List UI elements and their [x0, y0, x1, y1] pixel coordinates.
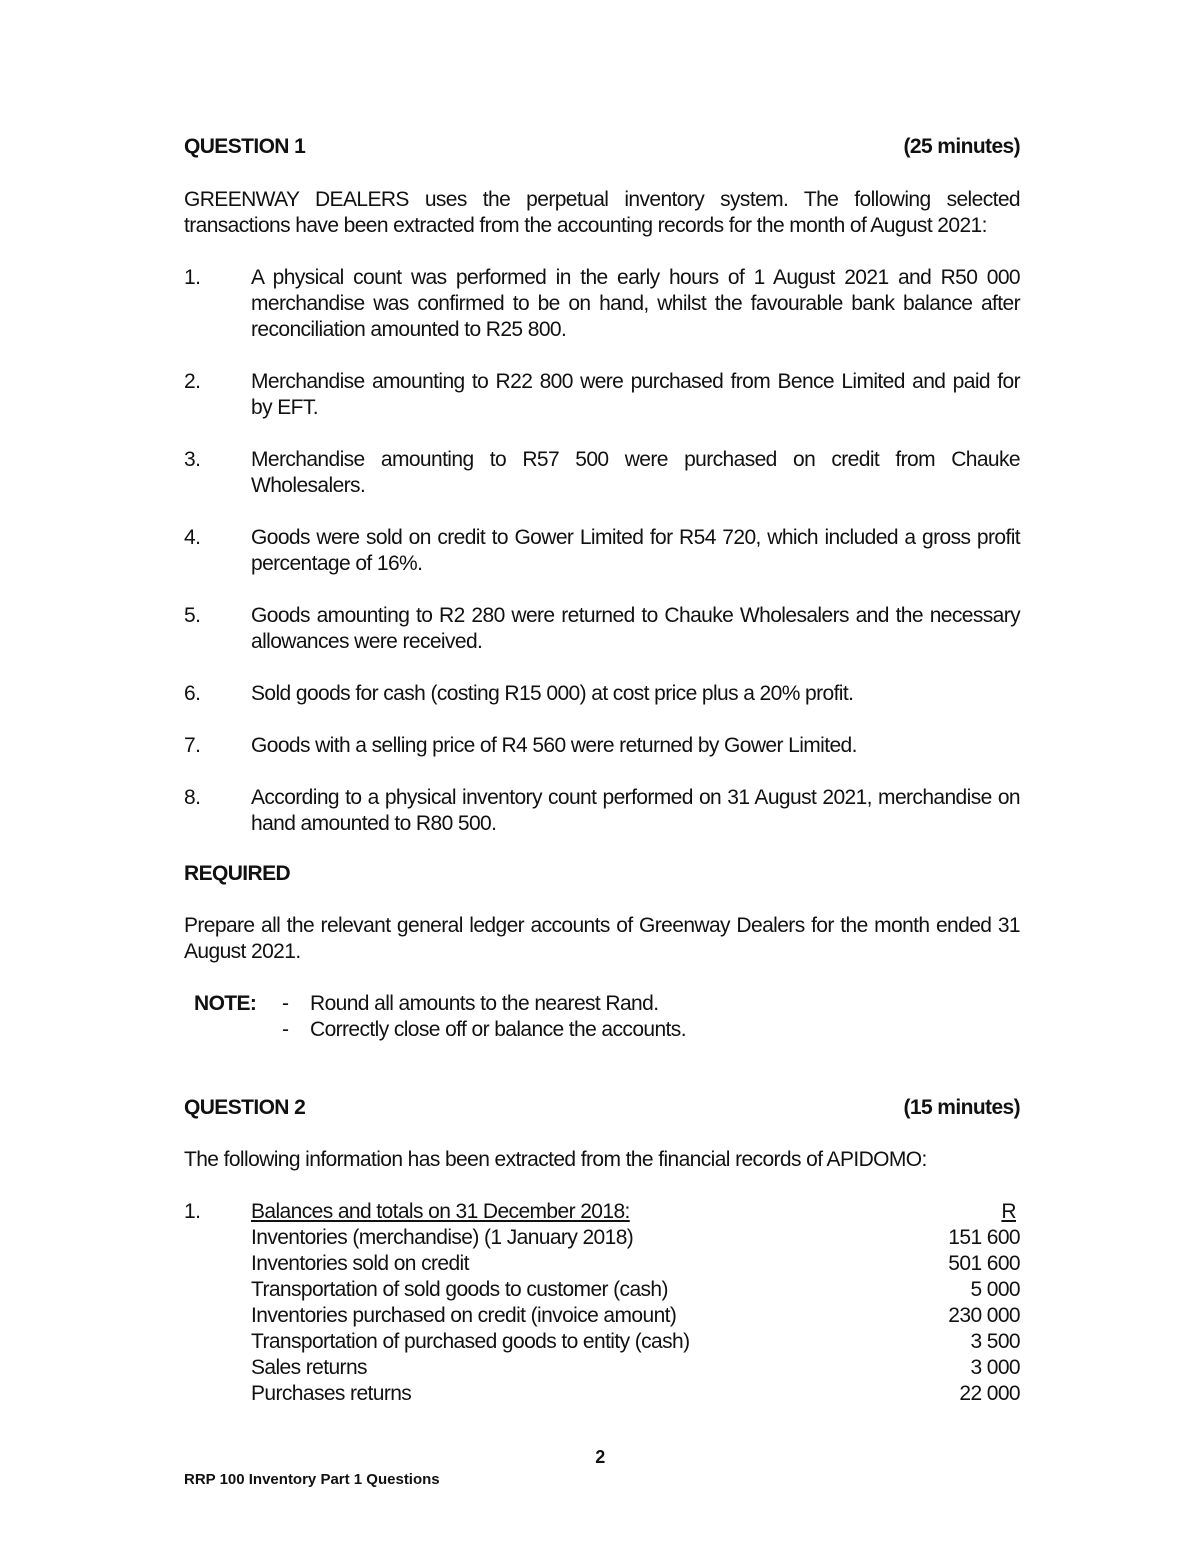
note-item: [282, 991, 1020, 1017]
balances-header-row: [251, 1199, 1020, 1225]
item-text: Merchandise amounting to R22 800 were purchased from Bence Limited and paid for by EFT.: [251, 370, 1020, 419]
item-text: A physical count was performed in the early hours of 1 August 2021 and R50 000 merchandise was confirmed to be on hand, whilst the favourable bank balance after reconciliation amounted to R25 800.: [251, 266, 1020, 341]
item-number: 3.: [184, 448, 201, 471]
balances-section: [184, 1199, 1020, 1407]
item-text: According to a physical inventory count performed on 31 August 2021, merchandise on hand amounted to R80 500.: [251, 786, 1020, 835]
item-number: 6.: [184, 682, 201, 705]
table-row: [251, 1251, 1020, 1277]
note-list: [282, 991, 1020, 1043]
transaction-item: [184, 525, 1020, 577]
question-1-time: (25 minutes): [903, 135, 1020, 158]
table-row: [251, 1329, 1020, 1355]
row-amount: 3 500: [970, 1330, 1020, 1353]
question-1-heading: [184, 134, 1020, 160]
required-text: Prepare all the relevant general ledger accounts of Greenway Dealers for the month ended 31 August 2021.: [184, 914, 1020, 963]
row-label: Inventories (merchandise) (1 January 2018): [251, 1226, 634, 1249]
table-row: [251, 1381, 1020, 1407]
transaction-item: [184, 603, 1020, 655]
item-number: 4.: [184, 526, 201, 549]
row-amount: 230 000: [948, 1304, 1020, 1327]
transaction-item: [184, 785, 1020, 837]
table-row: [251, 1303, 1020, 1329]
row-label: Transportation of sold goods to customer (cash): [251, 1278, 668, 1301]
item-number: 7.: [184, 734, 201, 757]
note-text: Correctly close off or balance the accounts.: [310, 1018, 686, 1041]
document-page: [184, 134, 1020, 1407]
item-number: 8.: [184, 786, 201, 809]
note-label: NOTE:: [194, 992, 257, 1015]
currency-header: R: [1001, 1200, 1016, 1223]
footer-text: RRP 100 Inventory Part 1 Questions: [184, 1471, 440, 1488]
transaction-item: [184, 369, 1020, 421]
transaction-item: [184, 447, 1020, 499]
transaction-item: [184, 265, 1020, 343]
item-number: 5.: [184, 604, 201, 627]
item-number: 1.: [184, 1200, 201, 1223]
item-text: Goods were sold on credit to Gower Limited for R54 720, which included a gross profit percentage of 16%.: [251, 526, 1020, 575]
question-1-intro: GREENWAY DEALERS uses the perpetual inventory system. The following selected transactions have been extracted from the accounting records for the month of August 2021:: [184, 188, 1020, 237]
question-1-title: QUESTION 1: [184, 135, 306, 158]
table-row: [251, 1277, 1020, 1303]
item-text: Merchandise amounting to R57 500 were purchased on credit from Chauke Wholesalers.: [251, 448, 1020, 497]
question-2-heading: [184, 1095, 1020, 1121]
row-label: Inventories purchased on credit (invoice amount): [251, 1304, 677, 1327]
item-text: Goods with a selling price of R4 560 were returned by Gower Limited.: [251, 734, 857, 757]
question-2-intro: The following information has been extracted from the financial records of APIDOMO:: [184, 1148, 927, 1171]
row-amount: 5 000: [970, 1278, 1020, 1301]
item-number: 2.: [184, 370, 201, 393]
balances-table: [251, 1199, 1020, 1407]
balances-title: Balances and totals on 31 December 2018:: [251, 1200, 630, 1223]
note-block: [184, 991, 1020, 1043]
row-amount: 501 600: [948, 1252, 1020, 1275]
row-label: Transportation of purchased goods to entity (cash): [251, 1330, 690, 1353]
item-text: Sold goods for cash (costing R15 000) at cost price plus a 20% profit.: [251, 682, 854, 705]
required-heading: REQUIRED: [184, 862, 291, 885]
page-number: 2: [595, 1447, 605, 1467]
item-number: 1.: [184, 266, 201, 289]
question-2-title: QUESTION 2: [184, 1096, 306, 1119]
dash-bullet: -: [282, 1018, 289, 1041]
transaction-item: [184, 733, 1020, 759]
dash-bullet: -: [282, 992, 289, 1015]
note-item: [282, 1017, 1020, 1043]
row-amount: 151 600: [948, 1226, 1020, 1249]
table-row: [251, 1225, 1020, 1251]
question-2-time: (15 minutes): [903, 1096, 1020, 1119]
row-amount: 3 000: [970, 1356, 1020, 1379]
transaction-list: [184, 265, 1020, 837]
item-text: Goods amounting to R2 280 were returned to Chauke Wholesalers and the necessary allowances were received.: [251, 604, 1020, 653]
table-row: [251, 1355, 1020, 1381]
row-amount: 22 000: [959, 1382, 1020, 1405]
row-label: Inventories sold on credit: [251, 1252, 469, 1275]
row-label: Sales returns: [251, 1356, 367, 1379]
row-label: Purchases returns: [251, 1382, 412, 1405]
note-text: Round all amounts to the nearest Rand.: [310, 992, 659, 1015]
transaction-item: [184, 681, 1020, 707]
